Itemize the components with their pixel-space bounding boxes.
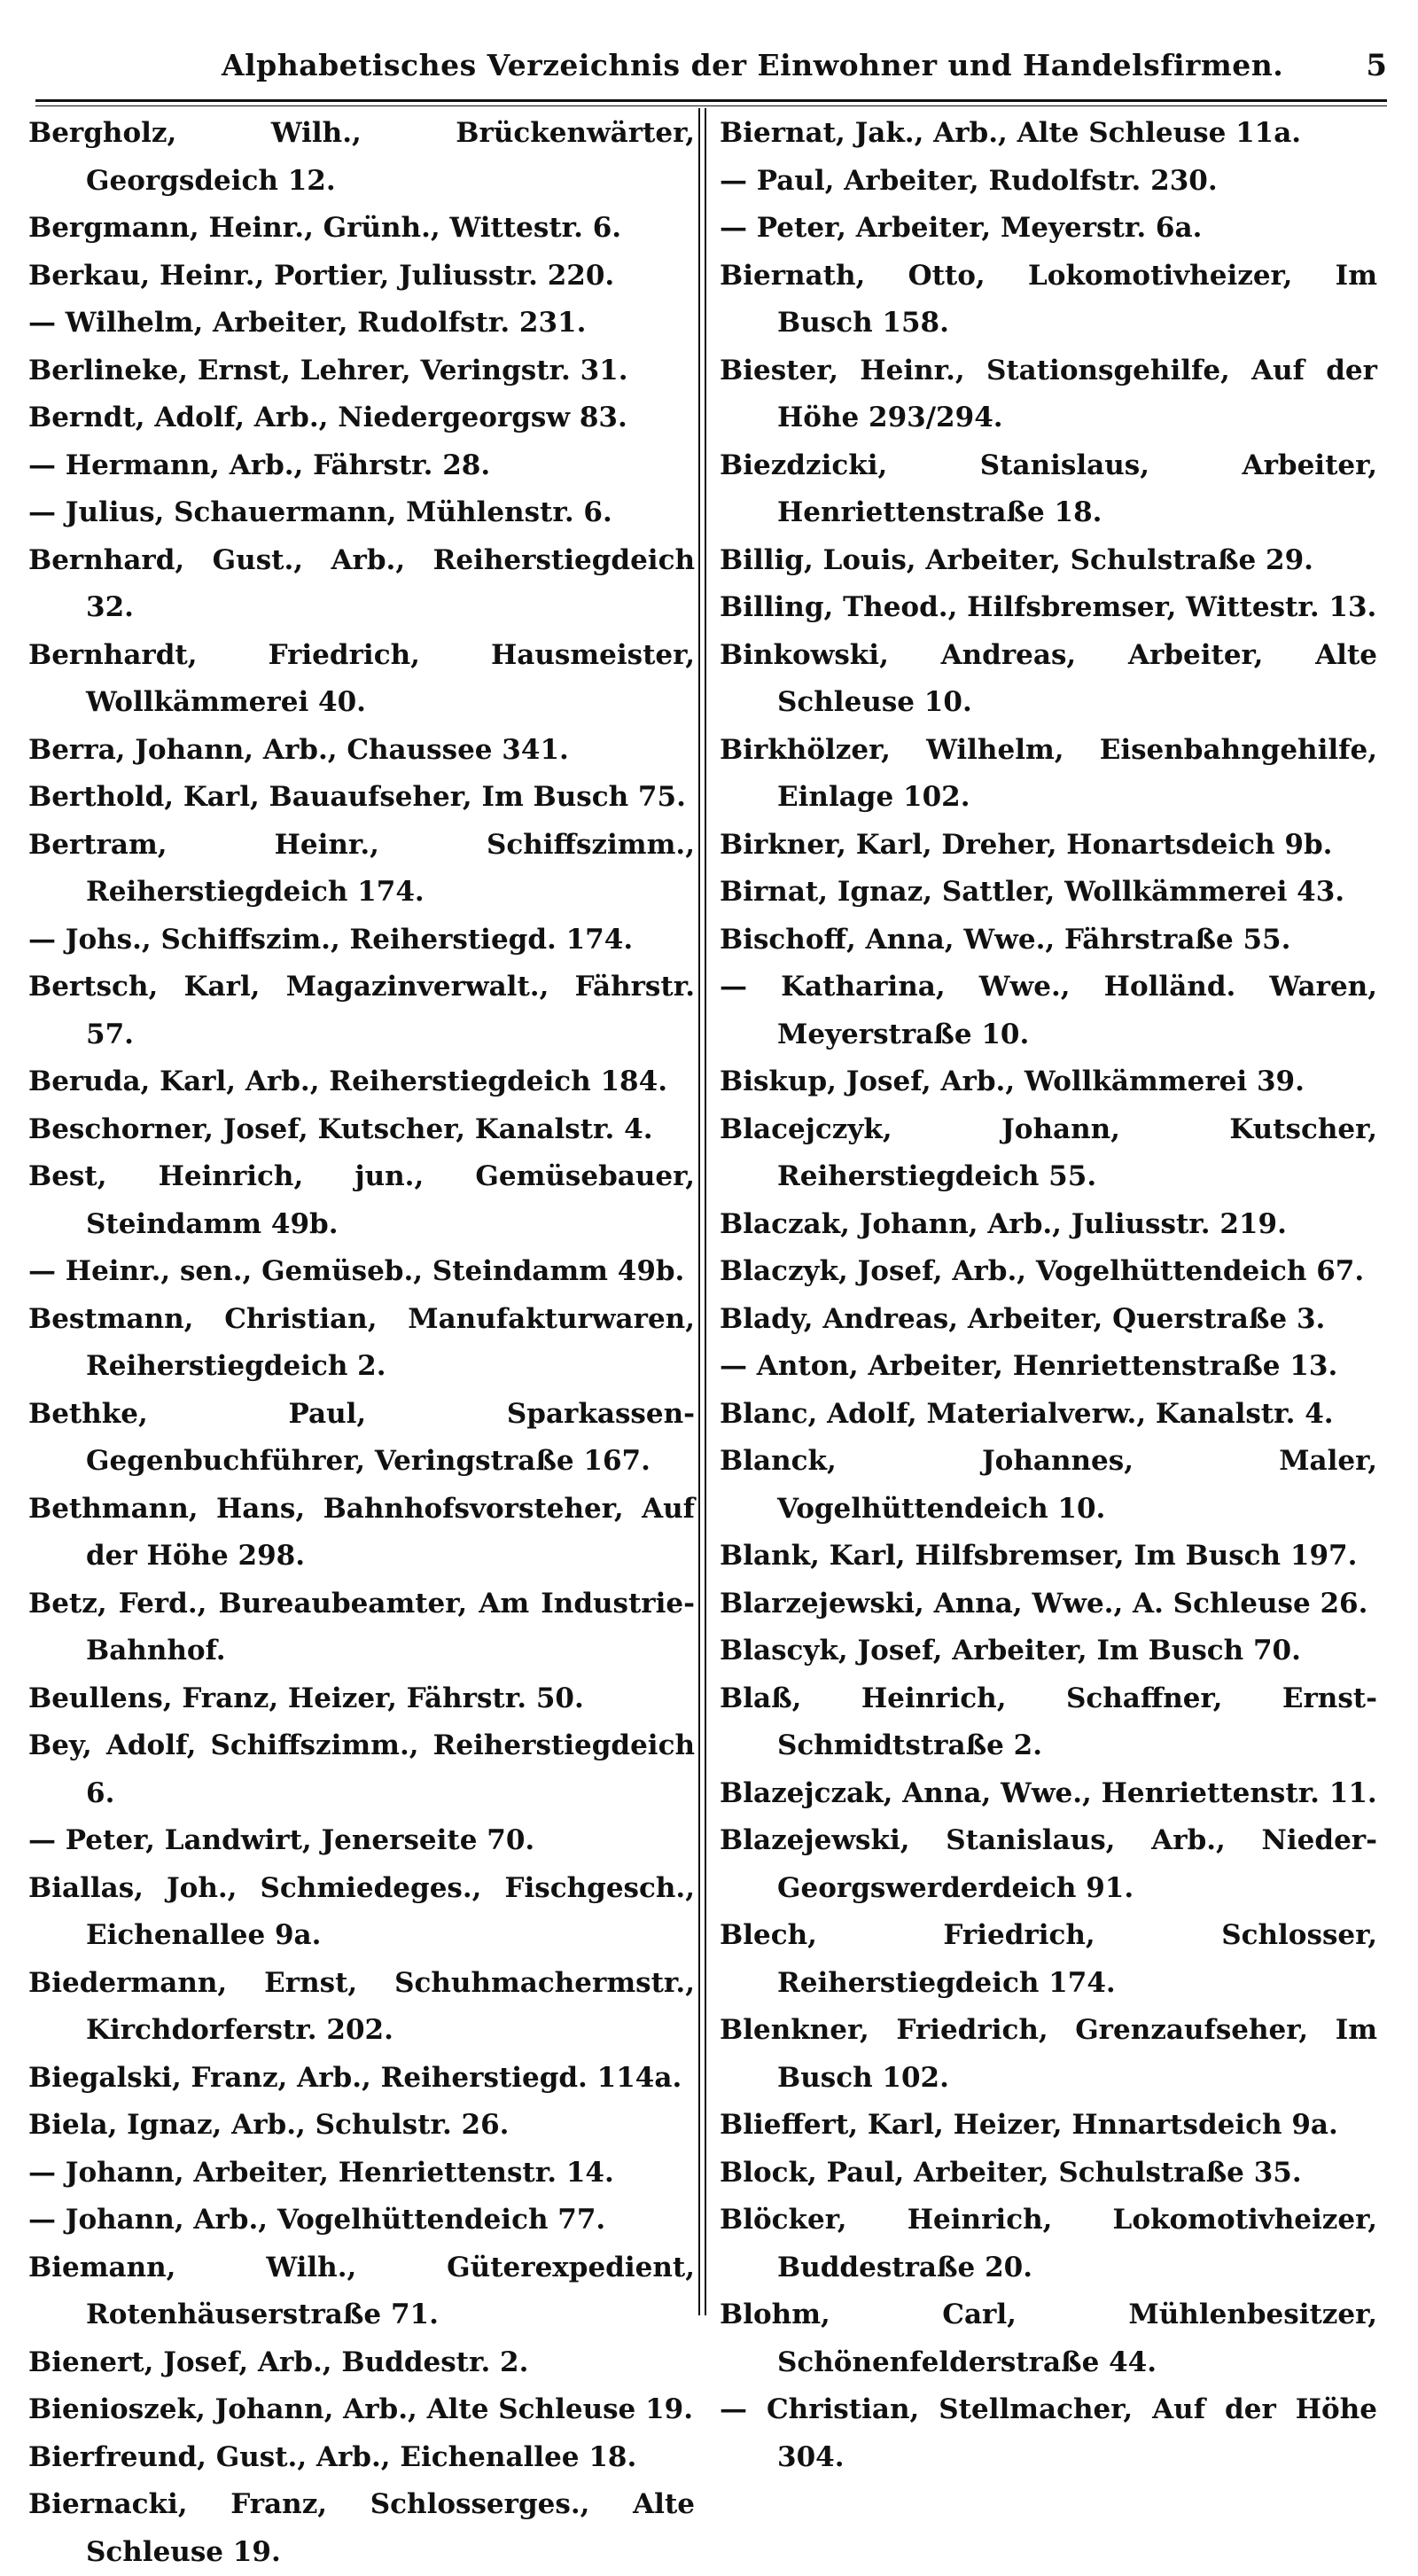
- directory-entry: — Peter, Arbeiter, Meyerstr. 6a.: [720, 212, 1203, 244]
- directory-entry: Billing, Theod., Hilfsbremser, Wittestr. 13.: [720, 591, 1377, 623]
- directory-entry: Biemann, Wilh., Güterexpedient, Rotenhäuserstraße 71.: [28, 2251, 695, 2330]
- directory-entry: Bey, Adolf, Schiffszimm., Reiherstiegdeich 6.: [28, 1729, 695, 1809]
- directory-entry: Biedermann, Ernst, Schuhmachermstr., Kirchdorferstr. 202.: [28, 1966, 695, 2046]
- directory-entry: Blarzejewski, Anna, Wwe., A. Schleuse 26.: [720, 1587, 1368, 1620]
- header-rule-thin: [35, 105, 1387, 106]
- right-column: [720, 110, 1377, 2481]
- directory-entry: Blascyk, Josef, Arbeiter, Im Busch 70.: [720, 1635, 1301, 1667]
- header-rule: [35, 99, 1387, 102]
- directory-entry: Bertsch, Karl, Magazinverwalt., Fährstr. 57.: [28, 971, 695, 1050]
- directory-entry: Beschorner, Josef, Kutscher, Kanalstr. 4.: [28, 1112, 653, 1145]
- directory-entry: Bienert, Josef, Arb., Buddestr. 2.: [28, 2346, 529, 2378]
- directory-entry: — Christian, Stellmacher, Auf der Höhe 304.: [720, 2393, 1377, 2473]
- directory-entry: Birnat, Ignaz, Sattler, Wollkämmerei 43.: [720, 876, 1345, 908]
- directory-entry: Bestmann, Christian, Manufakturwaren, Reiherstiegdeich 2.: [28, 1302, 695, 1382]
- page-number: 5: [1366, 48, 1387, 83]
- page-header: [35, 43, 1387, 92]
- column-divider-inner: [705, 108, 706, 2315]
- directory-entry: — Anton, Arbeiter, Henriettenstraße 13.: [720, 1350, 1338, 1382]
- directory-entry: Bierfreund, Gust., Arb., Eichenallee 18.: [28, 2440, 637, 2473]
- directory-entry: Berkau, Heinr., Portier, Juliusstr. 220.: [28, 259, 615, 292]
- directory-entry: Biernat, Jak., Arb., Alte Schleuse 11a.: [720, 117, 1302, 149]
- directory-entry: Biezdzicki, Stanislaus, Arbeiter, Henriettenstraße 18.: [720, 449, 1377, 528]
- directory-entry: Bergmann, Heinr., Grünh., Wittestr. 6.: [28, 212, 622, 244]
- directory-entry: Berlineke, Ernst, Lehrer, Veringstr. 31.: [28, 354, 628, 386]
- directory-entry: Blech, Friedrich, Schlosser, Reiherstiegdeich 174.: [720, 1919, 1377, 1999]
- directory-entry: Birkhölzer, Wilhelm, Eisenbahngehilfe, Einlage 102.: [720, 733, 1377, 813]
- directory-entry: Binkowski, Andreas, Arbeiter, Alte Schleuse 10.: [720, 638, 1377, 718]
- directory-entry: — Julius, Schauermann, Mühlenstr. 6.: [28, 496, 612, 528]
- directory-entry: Birkner, Karl, Dreher, Honartsdeich 9b.: [720, 828, 1333, 861]
- directory-entry: Blohm, Carl, Mühlenbesitzer, Schönenfelderstraße 44.: [720, 2299, 1377, 2378]
- directory-entry: Blazejczak, Anna, Wwe., Henriettenstr. 11.: [720, 1776, 1377, 1809]
- directory-entry: — Johann, Arb., Vogelhüttendeich 77.: [28, 2204, 606, 2236]
- column-divider: [698, 108, 700, 2315]
- directory-entry: — Johann, Arbeiter, Henriettenstr. 14.: [28, 2156, 614, 2189]
- directory-entry: — Johs., Schiffszim., Reiherstiegd. 174.: [28, 923, 634, 956]
- directory-entry: — Peter, Landwirt, Jenerseite 70.: [28, 1824, 535, 1856]
- directory-entry: Bernhard, Gust., Arb., Reiherstiegdeich 32.: [28, 543, 695, 623]
- directory-entry: Beullens, Franz, Heizer, Fährstr. 50.: [28, 1682, 584, 1714]
- directory-entry: Blöcker, Heinrich, Lokomotivheizer, Buddestraße 20.: [720, 2204, 1377, 2283]
- directory-entry: Berra, Johann, Arb., Chaussee 341.: [28, 733, 569, 766]
- directory-entry: Biallas, Joh., Schmiedeges., Fischgesch., Eichenallee 9a.: [28, 1871, 695, 1951]
- directory-entry: Berthold, Karl, Bauaufseher, Im Busch 75.: [28, 781, 686, 813]
- directory-entry: Blanc, Adolf, Materialverw., Kanalstr. 4.: [720, 1397, 1334, 1430]
- directory-entry: — Hermann, Arb., Fährstr. 28.: [28, 449, 491, 481]
- directory-entry: Blaß, Heinrich, Schaffner, Ernst-Schmidtstraße 2.: [720, 1682, 1377, 1761]
- directory-entry: Biester, Heinr., Stationsgehilfe, Auf der Höhe 293/294.: [720, 354, 1377, 433]
- directory-entry: Block, Paul, Arbeiter, Schulstraße 35.: [720, 2156, 1302, 2189]
- directory-entry: Beruda, Karl, Arb., Reiherstiegdeich 184.: [28, 1066, 667, 1097]
- directory-entry: Blank, Karl, Hilfsbremser, Im Busch 197.: [720, 1540, 1358, 1572]
- directory-entry: Bischoff, Anna, Wwe., Fährstraße 55.: [720, 923, 1291, 956]
- directory-entry: — Wilhelm, Arbeiter, Rudolfstr. 231.: [28, 307, 587, 339]
- directory-entry: Blenkner, Friedrich, Grenzaufseher, Im Busch 102.: [720, 2014, 1377, 2094]
- directory-entry: — Paul, Arbeiter, Rudolfstr. 230.: [720, 164, 1218, 197]
- directory-entry: Blanck, Johannes, Maler, Vogelhüttendeich 10.: [720, 1445, 1377, 1525]
- directory-entry: Blaczak, Johann, Arb., Juliusstr. 219.: [720, 1207, 1287, 1240]
- directory-entry: Bethke, Paul, Sparkassen-Gegenbuchführer, Veringstraße 167.: [28, 1397, 695, 1477]
- directory-entry: Biskup, Josef, Arb., Wollkämmerei 39.: [720, 1066, 1305, 1097]
- directory-entry: Blady, Andreas, Arbeiter, Querstraße 3.: [720, 1302, 1326, 1335]
- left-column: [28, 110, 695, 2576]
- directory-entry: Bienioszek, Johann, Arb., Alte Schleuse 19.: [28, 2393, 694, 2425]
- directory-entry: Berndt, Adolf, Arb., Niedergeorgsw 83.: [28, 402, 627, 433]
- directory-entry: Billig, Louis, Arbeiter, Schulstraße 29.: [720, 543, 1313, 576]
- directory-entry: Best, Heinrich, jun., Gemüsebauer, Steindamm 49b.: [28, 1160, 695, 1240]
- directory-entry: Blieffert, Karl, Heizer, Hnnartsdeich 9a.: [720, 2109, 1338, 2141]
- directory-entry: Blacejczyk, Johann, Kutscher, Reiherstiegdeich 55.: [720, 1112, 1377, 1192]
- directory-entry: Bertram, Heinr., Schiffszimm., Reiherstiegdeich 174.: [28, 828, 695, 908]
- directory-entry: Biernath, Otto, Lokomotivheizer, Im Busch 158.: [720, 259, 1377, 339]
- directory-entry: Biernacki, Franz, Schlosserges., Alte Schleuse 19.: [28, 2488, 695, 2568]
- directory-entry: Biegalski, Franz, Arb., Reiherstiegd. 114a.: [28, 2061, 682, 2094]
- directory-entry: Blaczyk, Josef, Arb., Vogelhüttendeich 67.: [720, 1255, 1365, 1287]
- directory-entry: — Katharina, Wwe., Holländ. Waren, Meyerstraße 10.: [720, 971, 1377, 1050]
- directory-entry: Biela, Ignaz, Arb., Schulstr. 26.: [28, 2109, 510, 2141]
- directory-entry: Bergholz, Wilh., Brückenwärter, Georgsdeich 12.: [28, 117, 695, 197]
- directory-entry: Blazejewski, Stanislaus, Arb., Nieder-Georgswerderdeich 91.: [720, 1824, 1377, 1904]
- page-title: Alphabetisches Verzeichnis der Einwohner und Handelsfirmen.: [222, 48, 1284, 82]
- directory-entry: — Heinr., sen., Gemüseb., Steindamm 49b.: [28, 1255, 685, 1287]
- directory-entry: Bethmann, Hans, Bahnhofsvorsteher, Auf der Höhe 298.: [28, 1492, 695, 1572]
- directory-entry: Betz, Ferd., Bureaubeamter, Am Industrie-Bahnhof.: [28, 1587, 695, 1667]
- directory-entry: Bernhardt, Friedrich, Hausmeister, Wollkämmerei 40.: [28, 638, 695, 718]
